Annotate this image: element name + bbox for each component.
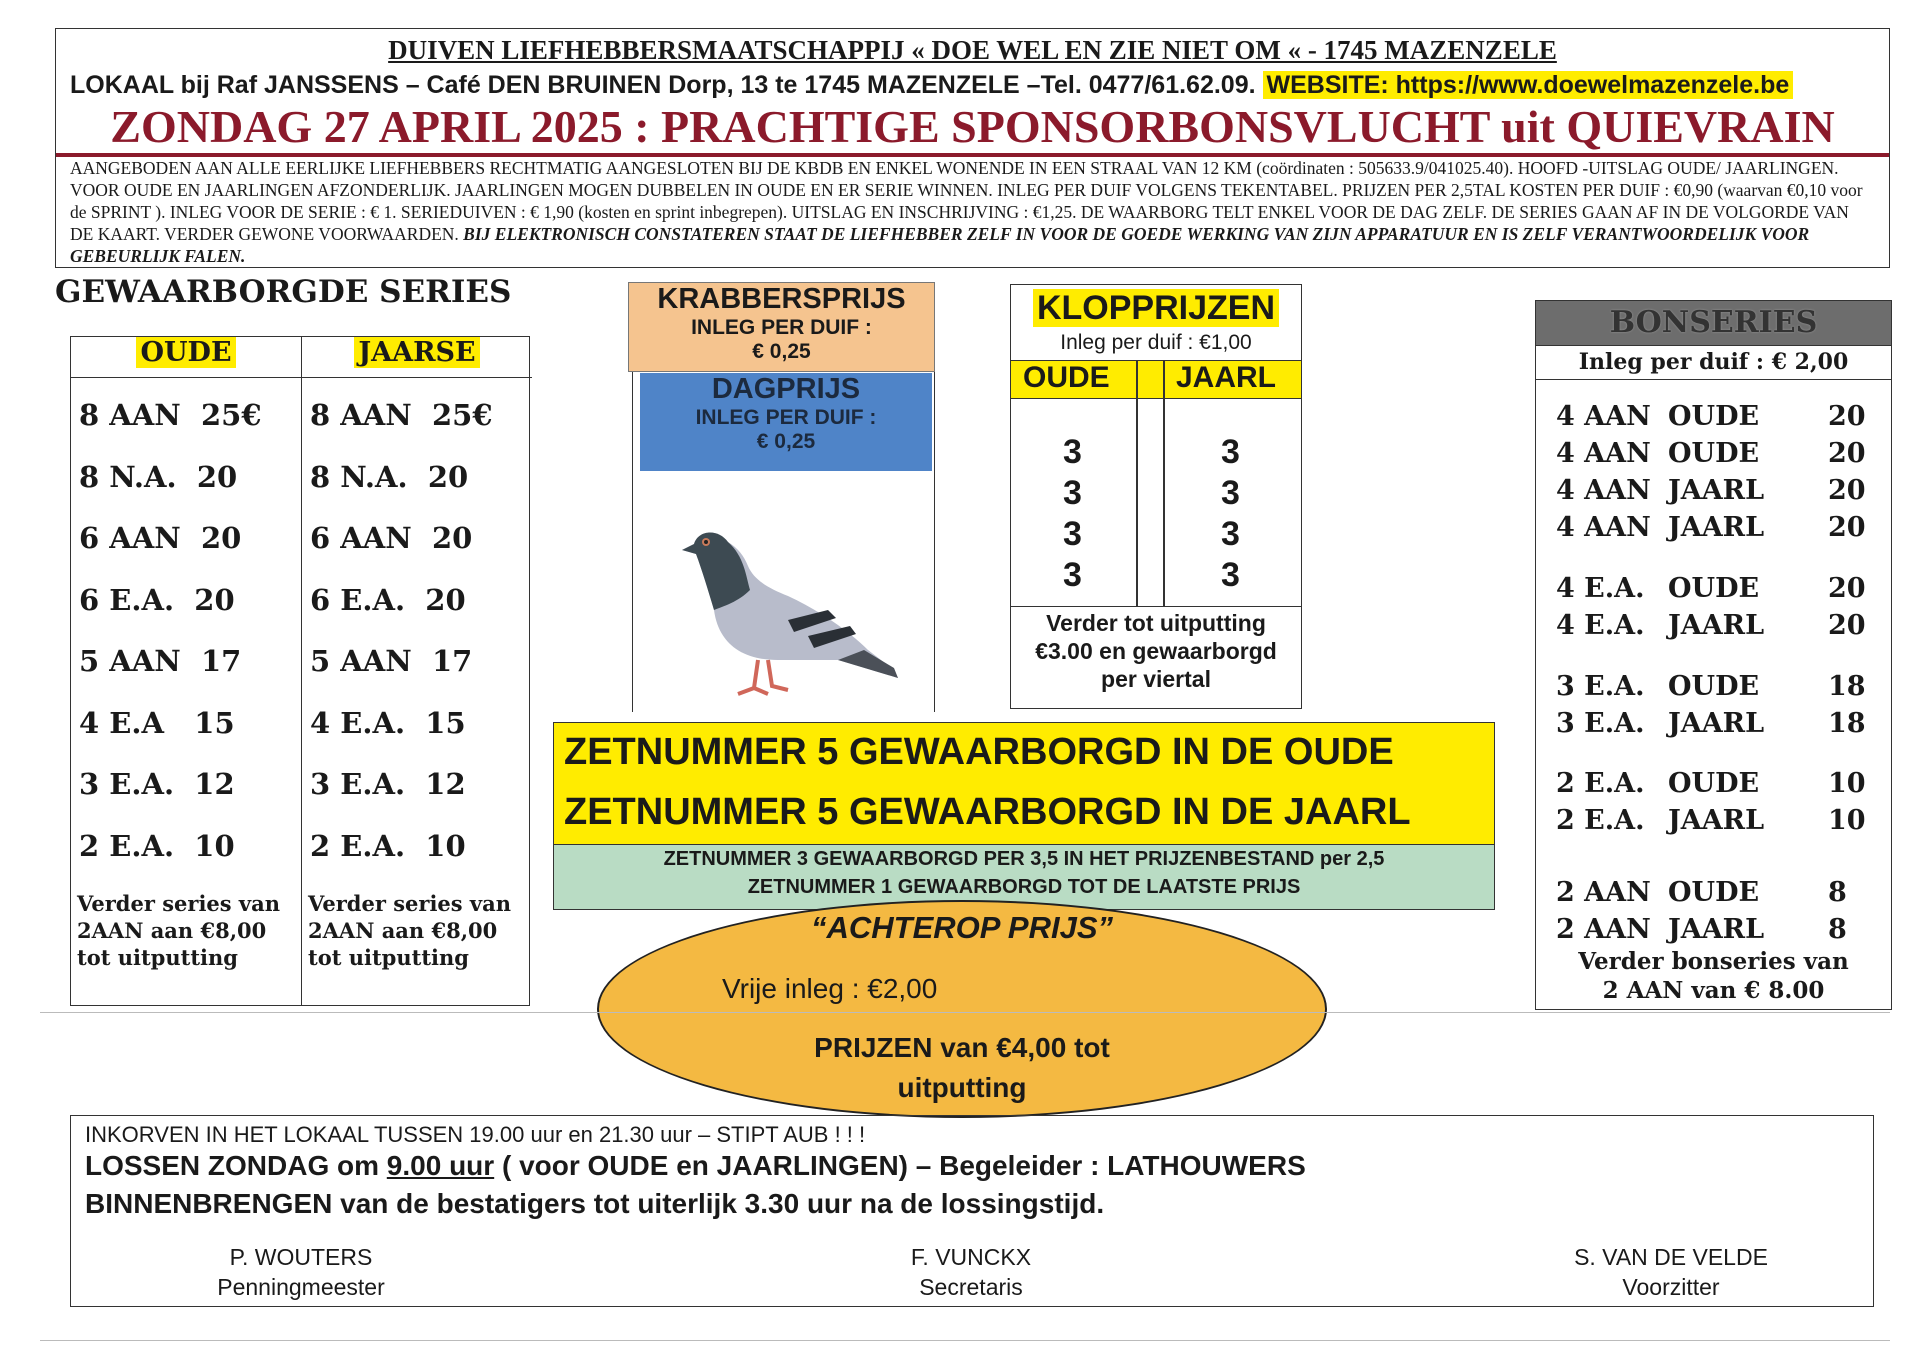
series-footnote xyxy=(71,890,301,971)
signature-secretaris xyxy=(821,1242,1121,1302)
achterop-prijzen-line: PRIJZEN van €4,00 tot xyxy=(814,1032,1110,1063)
divider xyxy=(40,1012,1890,1013)
zetnummer-line: ZETNUMMER 5 GEWAARBORGD IN DE OUDE xyxy=(564,731,1394,773)
column-head xyxy=(71,337,301,378)
bonseries-row: 3 E.A. JAARL 18 xyxy=(1556,708,1866,739)
footnote-line: Verder series van xyxy=(77,891,281,916)
klop-value: 3 xyxy=(1063,474,1082,512)
series-row: 3 E.A. 12 xyxy=(79,767,235,801)
series-row: 3 E.A. 12 xyxy=(310,767,466,801)
krabbersprijs-amount: € 0,25 xyxy=(752,340,811,363)
series-row: 5 AAN 17 xyxy=(79,644,242,678)
klopprijzen-footnote xyxy=(1011,606,1301,710)
series-row: 2 E.A. 10 xyxy=(310,828,466,863)
series-row: 8 AAN 25€ xyxy=(310,398,493,432)
footnote-line: €3.00 en gewaarborgd xyxy=(1035,638,1277,664)
divider xyxy=(1163,360,1165,606)
klopprijzen-title-text: KLOPPRIJZEN xyxy=(1033,289,1279,327)
series-row: 4 E.A. 15 xyxy=(310,705,466,740)
gewaarborgde-column-jaarse xyxy=(301,337,532,1005)
klop-value: 3 xyxy=(1063,515,1082,553)
series-row: 5 AAN 17 xyxy=(310,644,473,678)
signature-role: Voorzitter xyxy=(1622,1274,1720,1300)
series-row: 8 AAN 25€ xyxy=(79,398,262,432)
dagprijs-title: DAGPRIJS xyxy=(711,373,861,405)
bonseries-footnote xyxy=(1536,947,1891,1005)
lossen-text xyxy=(85,1150,1306,1182)
divider xyxy=(40,1340,1890,1341)
conditions-italic: BIJ ELEKTRONISCH CONSTATEREN STAAT DE LIEFHEBBER ZELF IN VOOR DE GOEDE WERKING VAN ZIJN APPARATUUR EN IS ZELF VERANTWOORDELIJK VOOR GEBEURLIJK FALEN. xyxy=(70,224,1810,266)
achterop-title: “ACHTEROP PRIJS” xyxy=(810,910,1113,945)
series-row: 8 N.A. 20 xyxy=(79,459,238,494)
series-row: 2 E.A. 10 xyxy=(79,828,235,863)
dagprijs-line: INLEG PER DUIF : xyxy=(695,406,877,429)
column-head xyxy=(302,337,532,378)
conditions-body: AANGEBODEN AAN ALLE EERLIJKE LIEFHEBBERS RECHTMATIG AANGESLOTEN BIJ DE KBDB EN ENKEL WONENDE IN EEN STRAAL VAN 12 KM (coördinaten : 505633.9/041025.40). HOOFD -UITSLAG OUDE/ JAARLINGEN. VOOR OUDE EN JAARLINGEN AFZONDERLIJK. JAARLINGEN MOGEN DUBBELEN IN OUDE EN ER SERIE WINNEN. INLEG PER DUIF VOLGENS TEKENTABEL. PRIJZEN PER 2,5TAL KOSTEN PER DUIF : €0,90 (waarvan €0,10 voor de SPRINT ). INLEG VOOR DE SERIE : € 1. SERIEDUIVEN : € 1,90 (kosten en sprint inbegrepen). UITSLAG EN INSCHRIJVING : €1,25. DE WAARBORG TELT ENKEL VOOR DE DAG ZELF. DE SERIES GAAN AF IN DE VOLGORDE VAN DE KAART. VERDER GEWONE VOORWAARDEN. xyxy=(70,158,1863,244)
footnote-line: Verder bonseries van xyxy=(1578,948,1849,975)
footnote-line: Verder series van xyxy=(308,891,512,916)
dagprijs-box xyxy=(640,373,932,471)
bonseries-row: 4 E.A. JAARL 20 xyxy=(1556,610,1866,641)
footnote-line: 2AAN aan €8,00 xyxy=(308,918,498,943)
zetnummer-line: ZETNUMMER 5 GEWAARBORGD IN DE JAARL xyxy=(564,791,1411,833)
gewaarborgde-title: GEWAARBORGDE SERIES xyxy=(55,274,512,310)
pigeon-image xyxy=(668,510,908,710)
info-box xyxy=(70,1115,1874,1307)
bonseries-row: 2 AAN OUDE 8 xyxy=(1556,877,1847,908)
klop-value: 3 xyxy=(1063,556,1082,594)
series-row: 6 E.A. 20 xyxy=(79,582,235,617)
bonseries-row: 4 AAN JAARL 20 xyxy=(1556,512,1866,543)
series-row: 6 AAN 20 xyxy=(79,521,242,555)
krabbersprijs-line: INLEG PER DUIF : xyxy=(691,316,872,339)
bonseries-row: 4 AAN OUDE 20 xyxy=(1556,401,1866,432)
column-head-label: OUDE xyxy=(136,337,235,368)
zetnummer-box xyxy=(553,722,1495,846)
footnote-line: Verder tot uitputting xyxy=(1046,610,1266,636)
klopprijzen-header xyxy=(1011,360,1301,399)
inkorven-text: INKORVEN IN HET LOKAAL TUSSEN 19.00 uur en 21.30 uur – STIPT AUB ! ! ! xyxy=(85,1122,866,1147)
klopprijzen-head-jaarl: JAARL xyxy=(1176,361,1277,394)
klop-value: 3 xyxy=(1221,556,1240,594)
klop-value: 3 xyxy=(1221,474,1240,512)
klop-value: 3 xyxy=(1063,433,1082,471)
klopprijzen-box xyxy=(1010,284,1302,709)
bonseries-row: 2 E.A. OUDE 10 xyxy=(1556,768,1866,799)
bonseries-row: 2 E.A. JAARL 10 xyxy=(1556,805,1866,836)
bonseries-row: 4 AAN OUDE 20 xyxy=(1556,438,1866,469)
bonseries-row: 4 E.A. OUDE 20 xyxy=(1556,573,1866,604)
achterop-inleg: Vrije inleg : €2,00 xyxy=(722,973,938,1004)
klopprijzen-inleg: Inleg per duif : €1,00 xyxy=(1060,331,1252,354)
binnenbrengen-text: BINNENBRENGEN van de bestatigers tot uiterlijk 3.30 uur na de lossingstijd. xyxy=(85,1188,1105,1219)
signature-name: F. VUNCKX xyxy=(910,1244,1032,1270)
signature-penningmeester xyxy=(151,1242,451,1302)
footnote-line: 2 AAN van € 8.00 xyxy=(1602,977,1825,1004)
achterop-prijzen xyxy=(597,1028,1327,1108)
lossen-post: ( voor OUDE en JAARLINGEN) – Begeleider : LATHOUWERS xyxy=(494,1150,1306,1181)
klopprijzen-head-oude: OUDE xyxy=(1023,361,1110,394)
bonseries-box xyxy=(1535,300,1892,1010)
lossen-pre: LOSSEN ZONDAG om xyxy=(85,1150,387,1181)
krabbersprijs-box xyxy=(628,282,935,372)
bonseries-inleg: Inleg per duif : € 2,00 xyxy=(1536,345,1891,380)
klop-value: 3 xyxy=(1221,433,1240,471)
signature-role: Penningmeester xyxy=(217,1274,385,1300)
lossen-time: 9.00 uur xyxy=(386,1150,495,1181)
footnote-line: tot uitputting xyxy=(77,945,238,970)
website-link[interactable]: WEBSITE: https://www.doewelmazenzele.be xyxy=(1263,71,1794,99)
signature-name: S. VAN DE VELDE xyxy=(1574,1244,1768,1270)
achterop-prijzen-line: uitputting xyxy=(897,1072,1027,1103)
signature-voorzitter xyxy=(1521,1242,1821,1302)
signature-role: Secretaris xyxy=(919,1274,1023,1300)
column-head-label: JAARSE xyxy=(354,337,479,368)
bonseries-row: 2 AAN JAARL 8 xyxy=(1556,914,1847,945)
header-box xyxy=(55,28,1890,268)
bonseries-title: BONSERIES xyxy=(1536,301,1891,346)
series-row: 6 AAN 20 xyxy=(310,521,473,555)
divider xyxy=(1136,360,1138,606)
series-row: 8 N.A. 20 xyxy=(310,459,469,494)
gewaarborgde-column-oude xyxy=(71,337,301,1005)
page-title: ZONDAG 27 APRIL 2025 : PRACHTIGE SPONSORBONSVLUCHT uit QUIEVRAIN xyxy=(56,101,1889,157)
lokaal-address: LOKAAL bij Raf JANSSENS – Café DEN BRUINEN Dorp, 13 te 1745 MAZENZELE –Tel. 0477/61.62.09. xyxy=(70,71,1256,99)
klop-value: 3 xyxy=(1221,515,1240,553)
footnote-line: per viertal xyxy=(1101,666,1211,692)
klopprijzen-title xyxy=(1011,289,1301,328)
dagprijs-amount: € 0,25 xyxy=(756,430,816,453)
conditions-text xyxy=(70,157,1875,267)
gewaarborgde-table xyxy=(70,336,530,1006)
series-row: 4 E.A 15 xyxy=(79,705,235,740)
signature-name: P. WOUTERS xyxy=(229,1244,373,1270)
organisation-name: DUIVEN LIEFHEBBERSMAATSCHAPPIJ « DOE WEL EN ZIE NIET OM « - 1745 MAZENZELE xyxy=(388,35,1557,65)
series-footnote xyxy=(302,890,532,971)
bonseries-row: 3 E.A. OUDE 18 xyxy=(1556,671,1866,702)
lokaal-line xyxy=(70,71,1793,100)
zetnummer-line: ZETNUMMER 3 GEWAARBORGD PER 3,5 IN HET PRIJZENBESTAND per 2,5 xyxy=(663,848,1385,870)
bonseries-row: 4 AAN JAARL 20 xyxy=(1556,475,1866,506)
series-row: 6 E.A. 20 xyxy=(310,582,466,617)
zetnummer-extra-box xyxy=(553,844,1495,910)
krabbersprijs-title: KRABBERSPRIJS xyxy=(657,283,906,315)
footnote-line: tot uitputting xyxy=(308,945,469,970)
footnote-line: 2AAN aan €8,00 xyxy=(77,918,267,943)
zetnummer-line: ZETNUMMER 1 GEWAARBORGD TOT DE LAATSTE PRIJS xyxy=(747,876,1301,898)
